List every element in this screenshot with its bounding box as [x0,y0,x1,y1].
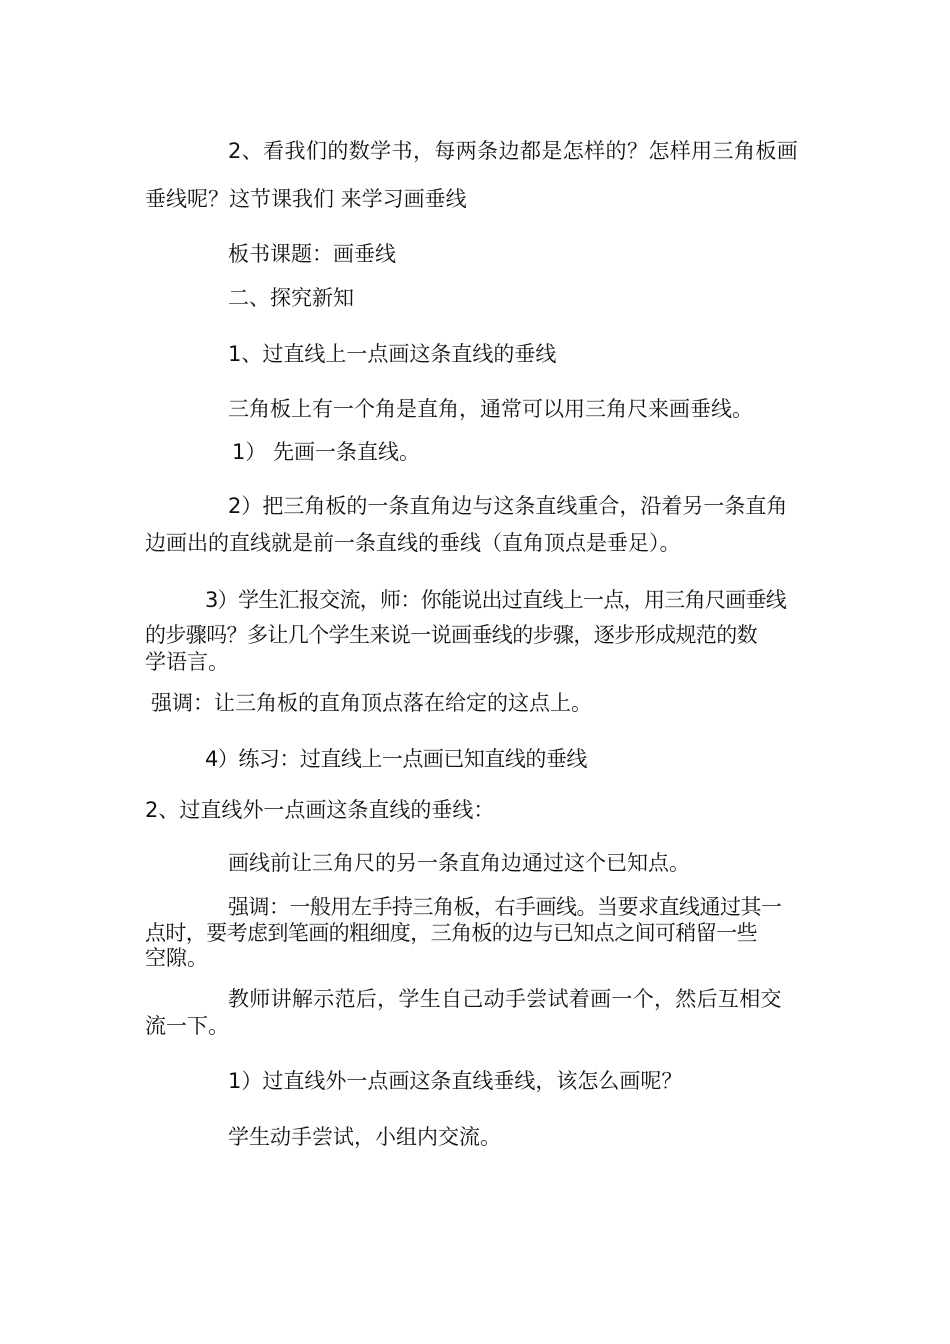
text-line: 2、看我们的数学书，每两条边都是怎样的？怎样用三角板画 [228,139,799,163]
text-line: 二、探究新知 [228,286,354,310]
text-line: 1）过直线外一点画这条直线垂线，该怎么画呢？ [228,1069,683,1093]
text-line: 1、过直线上一点画这条直线的垂线 [228,342,557,366]
text-line: 板书课题：画垂线 [228,242,396,266]
text-line: 学生动手尝试，小组内交流。 [228,1125,501,1149]
text-line: 1） 先画一条直线。 [232,440,421,464]
text-line: 画线前让三角尺的另一条直角边通过这个已知点。 [228,851,690,875]
text-line: 空隙。 [145,946,208,970]
text-line: 垂线呢？这节课我们 来学习画垂线 [145,187,467,211]
text-line: 教师讲解示范后，学生自己动手尝试着画一个，然后互相交 [228,987,782,1011]
text-line: 流一下。 [145,1014,229,1038]
text-line: 的步骤吗？多让几个学生来说一说画垂线的步骤，逐步形成规范的数 [145,623,757,647]
text-line: 2）把三角板的一条直角边与这条直线重合，沿着另一条直角 [228,494,788,518]
text-line: 三角板上有一个角是直角，通常可以用三角尺来画垂线。 [228,397,753,421]
text-line: 点时，要考虑到笔画的粗细度，三角板的边与已知点之间可稍留一些 [145,921,757,945]
text-line: 强调：让三角板的直角顶点落在给定的这点上。 [151,691,592,715]
text-line: 边画出的直线就是前一条直线的垂线（直角顶点是垂足）。 [145,531,681,555]
text-line: 强调：一般用左手持三角板，右手画线。当要求直线通过其一 [228,895,782,919]
text-line: 3）学生汇报交流，师：你能说出过直线上一点，用三角尺画垂线 [205,588,787,612]
text-line: 学语言。 [145,650,229,674]
text-line: 4）练习：过直线上一点画已知直线的垂线 [205,747,587,771]
text-line: 2、过直线外一点画这条直线的垂线： [145,798,495,822]
